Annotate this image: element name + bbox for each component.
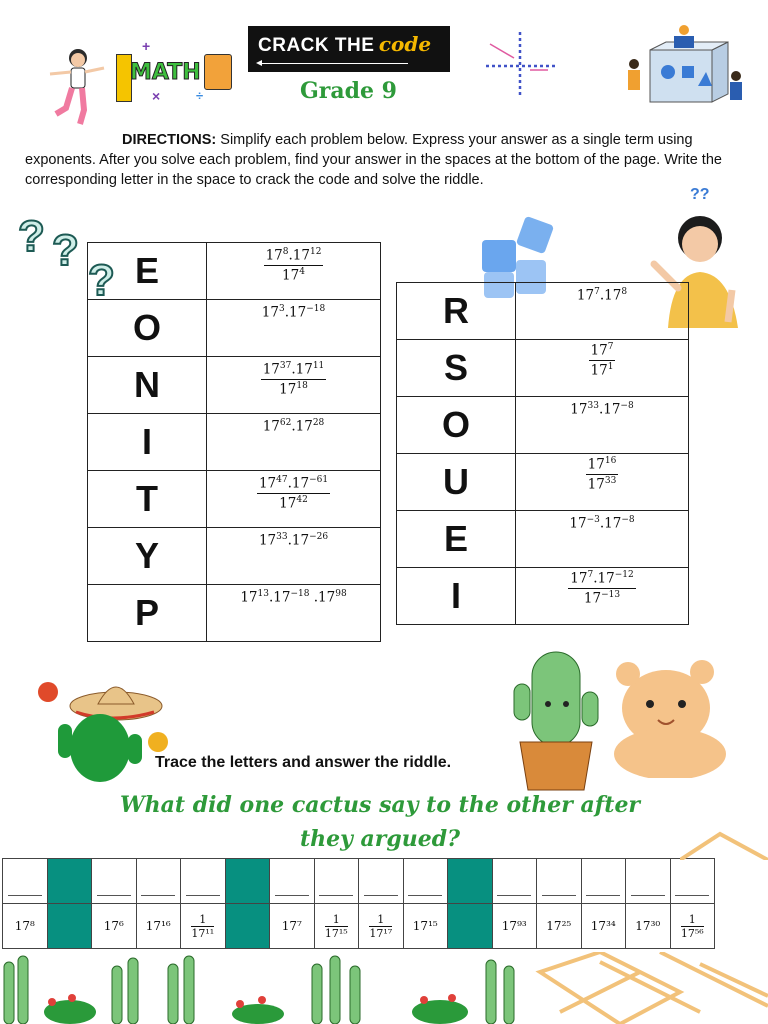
word-spacer (448, 859, 493, 904)
trace-instructions: Trace the letters and answer the riddle. (155, 754, 452, 771)
right-code-table (396, 282, 689, 625)
problem-expression: $\frac{17^{16}}{17^{33}}$ (516, 454, 689, 511)
answer-blank[interactable] (92, 859, 137, 904)
directions-text (25, 130, 745, 190)
code-letter: Y (88, 528, 207, 585)
answer-value: 17³⁰ (626, 904, 671, 949)
code-letter: S (397, 340, 516, 397)
answer-value: 17⁷ (270, 904, 315, 949)
table-row (88, 585, 381, 642)
girl-illustration (42, 44, 112, 130)
problem-expression: $\frac{17^8.17^{12}}{17^4}$ (207, 243, 381, 300)
problem-expression: $\frac{17^{37}.17^{11}}{17^{18}}$ (207, 357, 381, 414)
code-letter: I (397, 568, 516, 625)
problem-expression: $\frac{17^7}{17^1}$ (516, 340, 689, 397)
answer-value: $\frac{1}{\text{17⁵⁶}}$ (670, 904, 715, 949)
problem-expression: $\frac{17^{47}.17^{-61}}{17^{42}}$ (207, 471, 381, 528)
problem-expression: $17^{33}.17^{-8}$ (516, 397, 689, 454)
problem-expression: $17^7.17^8$ (516, 283, 689, 340)
left-code-table (87, 242, 381, 642)
table-row (88, 528, 381, 585)
table-row (397, 340, 689, 397)
answer-value: 17³⁴ (581, 904, 626, 949)
code-letter: T (88, 471, 207, 528)
table-row (397, 568, 689, 625)
answer-blank[interactable] (670, 859, 715, 904)
answer-blank[interactable] (270, 859, 315, 904)
code-letter: P (88, 585, 207, 642)
answer-blank[interactable] (314, 859, 359, 904)
code-letter: U (397, 454, 516, 511)
page-title (248, 26, 450, 72)
table-row (397, 283, 689, 340)
answer-blank[interactable] (537, 859, 582, 904)
problem-expression: $17^{13}.17^{-18}$ $.17^{98}$ (207, 585, 381, 642)
tiger-illustration (606, 658, 732, 778)
answer-value: $\frac{1}{\text{17¹⁷}}$ (359, 904, 404, 949)
answer-blank[interactable] (403, 859, 448, 904)
geometric-corner-decoration (680, 830, 768, 860)
math-logo: MATH + × ÷ (116, 50, 232, 98)
riddle-question: What did one cactus say to the other after they argued? (119, 792, 641, 852)
shapes-team-illustration (624, 20, 752, 112)
title-accent: code (378, 32, 432, 56)
table-row (397, 511, 689, 568)
problem-expression: $17^{62}.17^{28}$ (207, 414, 381, 471)
cactus-border-illustration (0, 952, 768, 1024)
code-letter: N (88, 357, 207, 414)
boy-question-marks: ?? (690, 186, 710, 203)
problem-expression: $\frac{17^7.17^{-12}}{17^{-13}}$ (516, 568, 689, 625)
grade-label: Grade 9 (300, 78, 397, 104)
answer-value: 17¹⁵ (403, 904, 448, 949)
answer-blank[interactable] (581, 859, 626, 904)
problem-expression: $17^{-3}.17^{-8}$ (516, 511, 689, 568)
directions-label: DIRECTIONS: (122, 132, 217, 148)
table-row (397, 454, 689, 511)
answer-value: 17⁸ (3, 904, 48, 949)
table-row (88, 300, 381, 357)
question-marks-icon: ? ? ? (18, 212, 115, 305)
word-spacer (225, 904, 270, 949)
answer-blank[interactable] (492, 859, 537, 904)
word-spacer (47, 859, 92, 904)
coordinate-axes-icon (482, 30, 562, 100)
word-spacer (47, 904, 92, 949)
potted-cactus-illustration (510, 644, 602, 794)
code-letter: E (397, 511, 516, 568)
table-row (88, 243, 381, 300)
answer-blank[interactable] (626, 859, 671, 904)
answer-value: 17⁶ (92, 904, 137, 949)
directions-body: Simplify each problem below. Express your answer as a single term using exponents. After you solve each problem, find your answer in the spaces at the bottom of the page. Write the corresponding letter in the space to crack the code and solve the riddle. (25, 132, 722, 188)
answer-blank-row (3, 859, 715, 904)
answer-blank[interactable] (136, 859, 181, 904)
answer-strip (2, 858, 715, 949)
answer-value: $\frac{1}{\text{17¹⁵}}$ (314, 904, 359, 949)
answer-blank[interactable] (359, 859, 404, 904)
code-letter: R (397, 283, 516, 340)
table-row (397, 397, 689, 454)
answer-value-row (3, 904, 715, 949)
word-spacer (225, 859, 270, 904)
table-row (88, 357, 381, 414)
arrow-left-icon (258, 63, 408, 64)
answer-blank[interactable] (3, 859, 48, 904)
problem-expression: $17^{33}.17^{-26}$ (207, 528, 381, 585)
title-text: CRACK THE (258, 35, 375, 56)
answer-value: 17¹⁶ (136, 904, 181, 949)
code-letter: E (88, 243, 207, 300)
code-letter: I (88, 414, 207, 471)
problem-expression: $17^3.17^{-18}$ (207, 300, 381, 357)
code-letter: O (88, 300, 207, 357)
table-row (88, 414, 381, 471)
code-letter: O (397, 397, 516, 454)
table-row (88, 471, 381, 528)
answer-value: $\frac{1}{\text{17¹¹}}$ (181, 904, 226, 949)
answer-value: 17²⁵ (537, 904, 582, 949)
answer-blank[interactable] (181, 859, 226, 904)
word-spacer (448, 904, 493, 949)
answer-value: 17⁹³ (492, 904, 537, 949)
